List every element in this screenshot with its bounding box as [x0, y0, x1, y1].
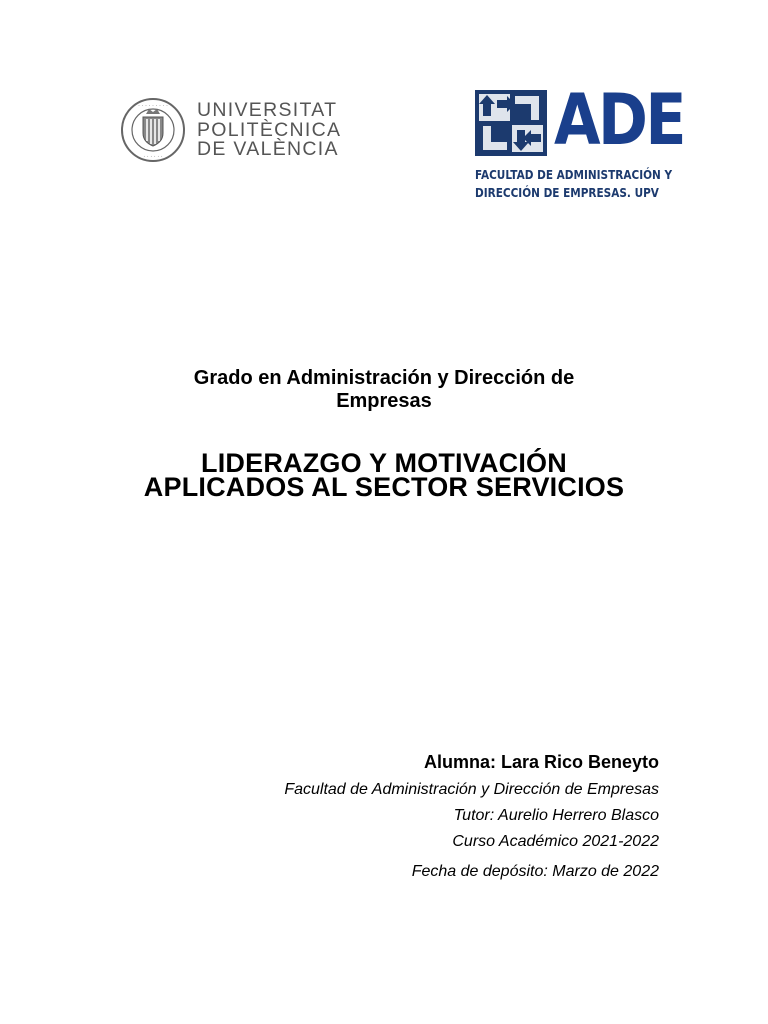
ade-logo [474, 79, 684, 206]
faculty-name: Facultad de Administración y Dirección de Empresas [284, 781, 659, 798]
ade-wordmark: ADE [554, 79, 684, 161]
student-name: Alumna: Lara Rico Beneyto [423, 752, 659, 772]
ade-caption-line-2: DIRECCIÓN DE EMPRESAS. UPV [475, 185, 659, 200]
upv-line-3: DE VALÈNCIA [197, 138, 339, 160]
degree-line-2: Empresas [336, 390, 432, 412]
tutor-name: Tutor: Aurelio Herrero Blasco [453, 807, 659, 824]
upv-line-2: POLITÈCNICA [197, 118, 342, 141]
thesis-title-line-2: APLICADOS AL SECTOR SERVICIOS [143, 472, 625, 502]
upv-seal-icon [119, 97, 187, 163]
ade-caption [475, 166, 672, 202]
upv-wordmark [197, 101, 341, 160]
degree-line-1: Grado en Administración y Dirección de [193, 367, 575, 389]
thesis-title [60, 448, 708, 502]
author-block [284, 750, 659, 885]
ade-caption-line-1: FACULTAD DE ADMINISTRACIÓN Y [475, 167, 673, 182]
ade-arrows-icon [475, 90, 547, 156]
svg-text:· · · · · ·: · · · · · · [143, 154, 163, 160]
upv-line-1: UNIVERSITAT [197, 99, 338, 121]
degree-title [100, 367, 668, 413]
thesis-title-line-1: LIDERAZGO Y MOTIVACIÓN [201, 448, 567, 478]
upv-logo [119, 97, 342, 163]
deposit-date: Fecha de depósito: Marzo de 2022 [411, 863, 659, 880]
academic-year: Curso Académico 2021-2022 [452, 833, 659, 850]
svg-text:· · · · · · · · ·: · · · · · · · · · [138, 103, 168, 109]
